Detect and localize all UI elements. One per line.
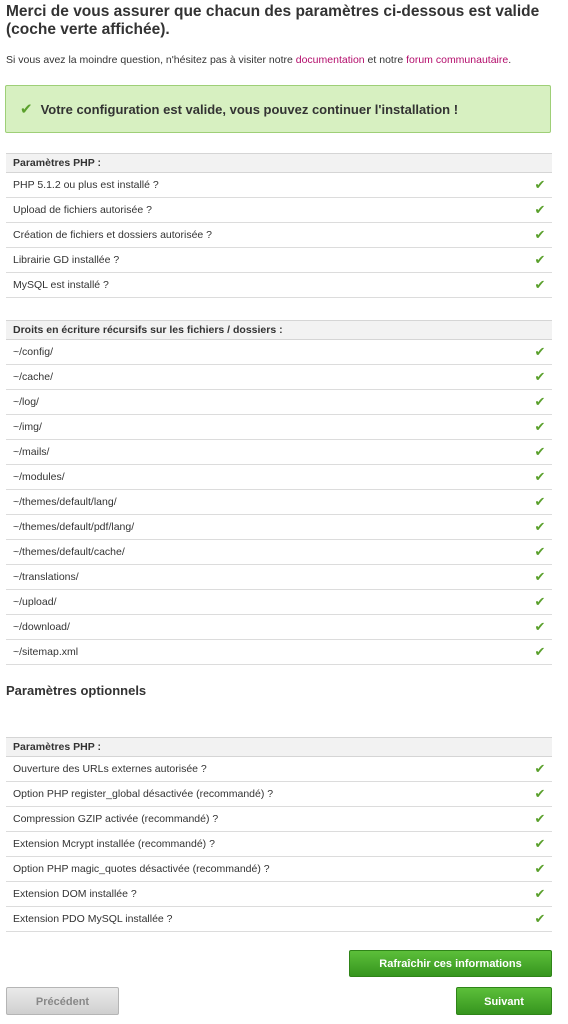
requirement-label: ~/modules/ <box>6 465 528 490</box>
requirement-label: ~/mails/ <box>6 440 528 465</box>
optional-params-title: Paramètres optionnels <box>6 683 147 698</box>
check-icon: ✔ <box>528 832 552 857</box>
check-icon: ✔ <box>528 907 552 932</box>
requirement-label: ~/themes/default/lang/ <box>6 490 528 515</box>
requirement-row <box>6 832 552 857</box>
requirement-label: Librairie GD installée ? <box>6 248 528 273</box>
requirement-row <box>6 440 552 465</box>
check-icon: ✔ <box>528 223 552 248</box>
requirement-label: Compression GZIP activée (recommandé) ? <box>6 807 528 832</box>
check-icon: ✔ <box>528 465 552 490</box>
requirement-row <box>6 807 552 832</box>
check-icon: ✔ <box>528 590 552 615</box>
check-icon: ✔ <box>528 782 552 807</box>
requirement-row <box>6 590 552 615</box>
requirement-row <box>6 782 552 807</box>
requirement-label: Extension Mcrypt installée (recommandé) ? <box>6 832 528 857</box>
requirement-row <box>6 565 552 590</box>
requirement-label: Extension DOM installée ? <box>6 882 528 907</box>
requirement-label: ~/download/ <box>6 615 528 640</box>
configuration-valid-banner <box>5 85 551 133</box>
requirement-label: Option PHP magic_quotes désactivée (recommandé) ? <box>6 857 528 882</box>
requirement-row <box>6 515 552 540</box>
check-icon: ✔ <box>528 390 552 415</box>
requirement-row <box>6 223 552 248</box>
requirement-row <box>6 465 552 490</box>
next-button[interactable]: Suivant <box>456 987 552 1015</box>
requirement-row <box>6 640 552 665</box>
check-icon: ✔ <box>528 540 552 565</box>
requirement-label: Option PHP register_global désactivée (recommandé) ? <box>6 782 528 807</box>
requirement-label: ~/sitemap.xml <box>6 640 528 665</box>
check-icon: ✔ <box>528 515 552 540</box>
requirement-row <box>6 390 552 415</box>
check-icon: ✔ <box>528 807 552 832</box>
php-params-header: Paramètres PHP : <box>6 154 552 173</box>
requirement-label: ~/translations/ <box>6 565 528 590</box>
requirement-row <box>6 907 552 932</box>
optional-params-header: Paramètres PHP : <box>6 738 552 757</box>
requirement-label: PHP 5.1.2 ou plus est installé ? <box>6 173 528 198</box>
requirement-row <box>6 615 552 640</box>
check-icon: ✔ <box>528 440 552 465</box>
write-rights-table <box>6 320 552 665</box>
requirement-row <box>6 882 552 907</box>
requirement-row <box>6 490 552 515</box>
check-icon: ✔ <box>528 198 552 223</box>
requirement-row <box>6 540 552 565</box>
requirement-row <box>6 757 552 782</box>
check-icon: ✔ <box>528 415 552 440</box>
forum-link[interactable]: forum communautaire <box>406 54 509 66</box>
requirement-label: Création de fichiers et dossiers autorisée ? <box>6 223 528 248</box>
requirement-label: Upload de fichiers autorisée ? <box>6 198 528 223</box>
check-icon: ✔ <box>528 615 552 640</box>
requirement-label: ~/log/ <box>6 390 528 415</box>
refresh-button[interactable]: Rafraîchir ces informations <box>349 950 552 977</box>
requirement-row <box>6 415 552 440</box>
documentation-link[interactable]: documentation <box>295 54 365 66</box>
requirement-row <box>6 173 552 198</box>
check-icon: ✔ <box>528 757 552 782</box>
check-icon: ✔ <box>528 173 552 198</box>
requirement-label: MySQL est installé ? <box>6 273 528 298</box>
requirement-row <box>6 248 552 273</box>
requirement-label: ~/cache/ <box>6 365 528 390</box>
php-params-table <box>6 153 552 298</box>
check-icon: ✔ <box>528 273 552 298</box>
help-text: Si vous avez la moindre question, n'hésitez pas à visiter notre documentation et notre forum communautaire. <box>6 54 512 66</box>
check-icon: ✔ <box>528 640 552 665</box>
check-icon: ✔ <box>528 882 552 907</box>
previous-button[interactable]: Précédent <box>6 987 119 1015</box>
write-rights-header: Droits en écriture récursifs sur les fichiers / dossiers : <box>6 321 552 340</box>
requirement-label: ~/themes/default/cache/ <box>6 540 528 565</box>
requirement-label: ~/config/ <box>6 340 528 365</box>
check-icon: ✔ <box>528 365 552 390</box>
check-icon: ✔ <box>20 101 33 118</box>
requirement-row <box>6 340 552 365</box>
optional-params-table <box>6 737 552 932</box>
check-icon: ✔ <box>528 248 552 273</box>
check-icon: ✔ <box>528 490 552 515</box>
requirement-label: Extension PDO MySQL installée ? <box>6 907 528 932</box>
requirement-label: ~/themes/default/pdf/lang/ <box>6 515 528 540</box>
requirement-label: ~/upload/ <box>6 590 528 615</box>
configuration-valid-message: Votre configuration est valide, vous pouvez continuer l'installation ! <box>40 101 459 117</box>
requirement-label: ~/img/ <box>6 415 528 440</box>
requirement-row <box>6 365 552 390</box>
check-icon: ✔ <box>528 340 552 365</box>
requirement-row <box>6 198 552 223</box>
requirement-row <box>6 273 552 298</box>
check-icon: ✔ <box>528 565 552 590</box>
check-icon: ✔ <box>528 857 552 882</box>
requirement-label: Ouverture des URLs externes autorisée ? <box>6 757 528 782</box>
page-title: Merci de vous assurer que chacun des paramètres ci-dessous est valide (coche verte affichée). <box>6 3 540 38</box>
requirement-row <box>6 857 552 882</box>
